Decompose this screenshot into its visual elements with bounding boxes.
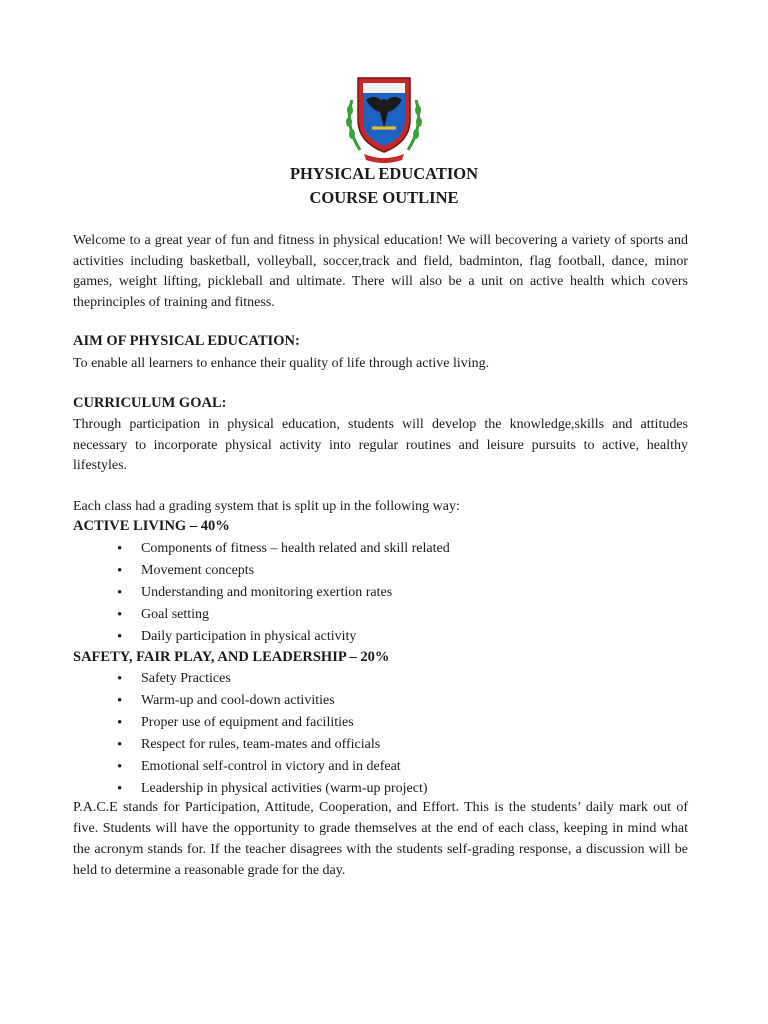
list-item: • Proper use of equipment and facilities bbox=[73, 712, 428, 734]
list-item: • Respect for rules, team-mates and officials bbox=[73, 734, 428, 756]
curriculum-heading: CURRICULUM GOAL: bbox=[73, 395, 227, 411]
list-item: • Warm-up and cool-down activities bbox=[73, 690, 428, 712]
active-living-heading: ACTIVE LIVING – 40% bbox=[73, 518, 230, 534]
safety-list bbox=[73, 668, 428, 800]
list-item: • Components of fitness – health related and skill related bbox=[73, 538, 450, 560]
document-title: PHYSICAL EDUCATION bbox=[289, 164, 479, 183]
intro-paragraph: Welcome to a great year of fun and fitness in physical education! We will becovering a variety of sports and activities including basketball, volleyball, soccer,track and field, badminton, flag football, dance, minor games, weight lifting, pickleball and ultimate. There will also be a unit on active health which covers theprinciples of training and fitness. bbox=[73, 233, 688, 310]
list-item: • Movement concepts bbox=[73, 560, 450, 582]
list-item: • Leadership in physical activities (warm-up project) bbox=[73, 778, 428, 800]
list-item: • Safety Practices bbox=[73, 668, 428, 690]
document-subtitle: COURSE OUTLINE bbox=[309, 188, 459, 207]
school-crest-logo bbox=[342, 70, 426, 164]
aim-text: To enable all learners to enhance their quality of life through active living. bbox=[73, 356, 490, 371]
active-living-list bbox=[73, 538, 450, 648]
list-item: • Understanding and monitoring exertion rates bbox=[73, 582, 450, 604]
safety-heading: SAFETY, FAIR PLAY, AND LEADERSHIP – 20% bbox=[73, 649, 390, 665]
list-item: • Goal setting bbox=[73, 604, 450, 626]
list-item: • Daily participation in physical activity bbox=[73, 626, 450, 648]
pace-paragraph: P.A.C.E stands for Participation, Attitude, Cooperation, and Effort. This is the students’ daily mark out of five. Students will have the opportunity to grade themselves at the end of each class, keeping in mind what the acronym stands for. If the teacher disagrees with the students self-grading response, a discussion will be held to determine a reasonable grade for the day. bbox=[73, 800, 688, 878]
aim-heading: AIM OF PHYSICAL EDUCATION: bbox=[73, 333, 300, 349]
curriculum-text: Through participation in physical education, students will develop the knowledge,skills and attitudes necessary to incorporate physical activity into regular routines and leisure pursuits to active, healthy lifestyles. bbox=[73, 417, 688, 473]
grading-intro: Each class had a grading system that is split up in the following way: bbox=[73, 499, 460, 514]
list-item: • Emotional self-control in victory and in defeat bbox=[73, 756, 428, 778]
